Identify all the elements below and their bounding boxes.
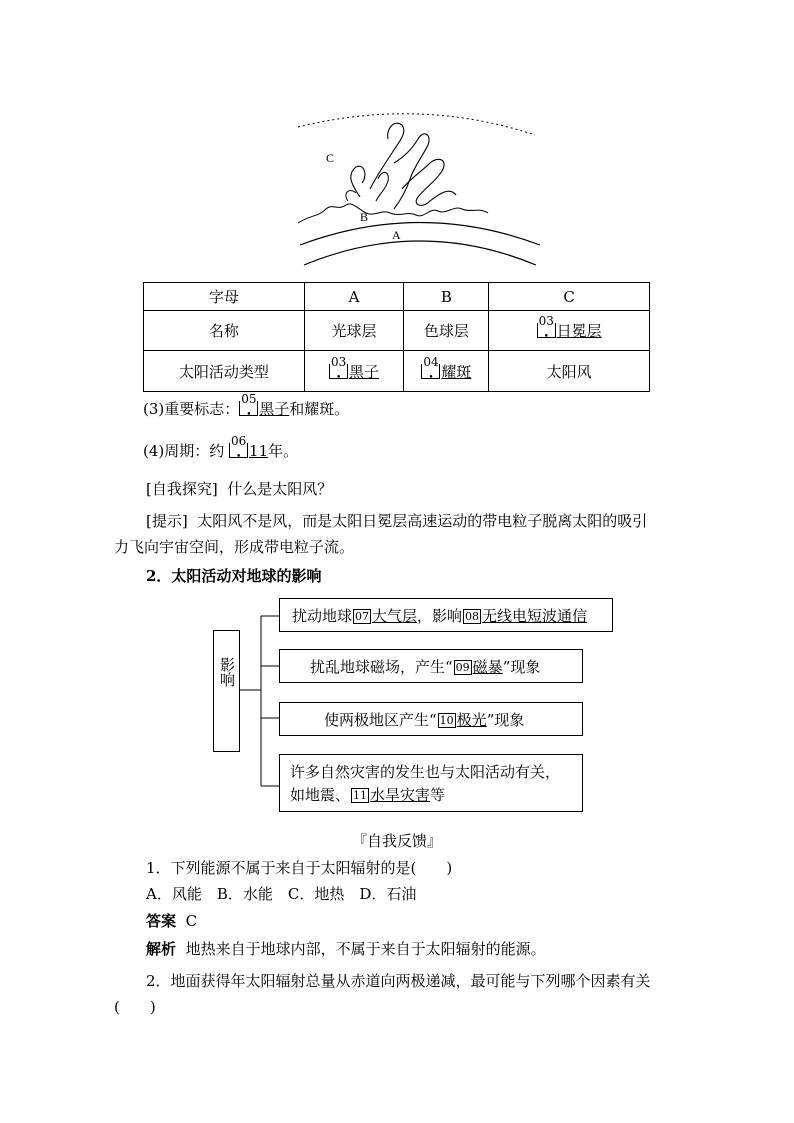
table-row [144,311,650,351]
figure-label-b: B [360,210,369,224]
influence-item-1: 扰动地球 07 大气层，影响 08 无线电短波通信 [279,598,613,632]
question-1-answer: 答案 C [146,912,198,930]
hint-line-1: [提示] 太阳风不是风，而是太阳日冕层高速运动的带电粒子脱离太阳的吸引 [146,512,648,530]
answer-text: 日冕层 [556,322,602,340]
answer-badge: 03 • [538,314,554,342]
answer-text: 耀斑 [441,362,472,381]
question-1-stem: 1．下列能源不属于来自于太阳辐射的是( ) [146,859,453,877]
answer-badge: 05 • [241,392,257,420]
table-cell [304,351,404,392]
influence-item-2: 扰乱地球磁场，产生“ 09 磁暴”现象 [279,649,583,683]
table-header-cell: 字母 [144,283,305,311]
influence-label-box: 影响 [213,630,240,752]
question-1-options: A．风能 B．水能 C．地热 D．石油 [146,885,417,903]
paragraph-4: (4)周期：约 06 • 11年。 [143,434,299,462]
question-1-analysis: 解析 地热来自于地球内部，不属于来自于太阳辐射的能源。 [146,940,546,958]
table-header-cell: C [489,283,650,311]
feedback-title: 『自我反馈』 [351,832,442,850]
influence-item-4: 许多自然灾害的发生也与太阳活动有关， 如地震、 11 水旱灾害等 [279,754,583,812]
table-cell: 色球层 [404,311,489,351]
table-cell: 太阳活动类型 [144,351,305,392]
answer-text: 黑子 [349,362,380,381]
hint-line-2: 力飞向宇宙空间，形成带电粒子流。 [114,538,355,556]
table-header-cell: B [404,283,489,311]
section-title: 2．太阳活动对地球的影响 [146,567,322,585]
figure-label-c: C [326,151,335,165]
table-cell: 太阳风 [489,351,650,392]
table-cell [404,351,489,392]
influence-diagram [205,594,625,824]
answer-badge: 03 • [331,354,347,383]
question-2-stem: 2．地面获得年太阳辐射总量从赤道向两极递减，最可能与下列哪个因素有关 [146,972,651,990]
answer-badge: 04 • [423,354,439,383]
table-cell: 名称 [144,311,305,351]
table-header-cell: A [304,283,404,311]
question-2-stem-2: ( ) [114,998,156,1016]
figure-label-a: A [392,228,401,242]
solar-layers-table [143,282,650,392]
table-row [144,351,650,392]
influence-item-3: 使两极地区产生“ 10 极光”现象 [279,702,583,736]
self-explore: [自我探究] 什么是太阳风？ [146,480,333,498]
paragraph-3: (3)重要标志： 05 • 黑子和耀斑。 [143,392,350,420]
table-row [144,283,650,311]
table-cell [489,311,650,351]
solar-atmosphere-figure [290,105,550,270]
table-cell: 光球层 [304,311,404,351]
answer-badge: 06 • [231,434,247,462]
